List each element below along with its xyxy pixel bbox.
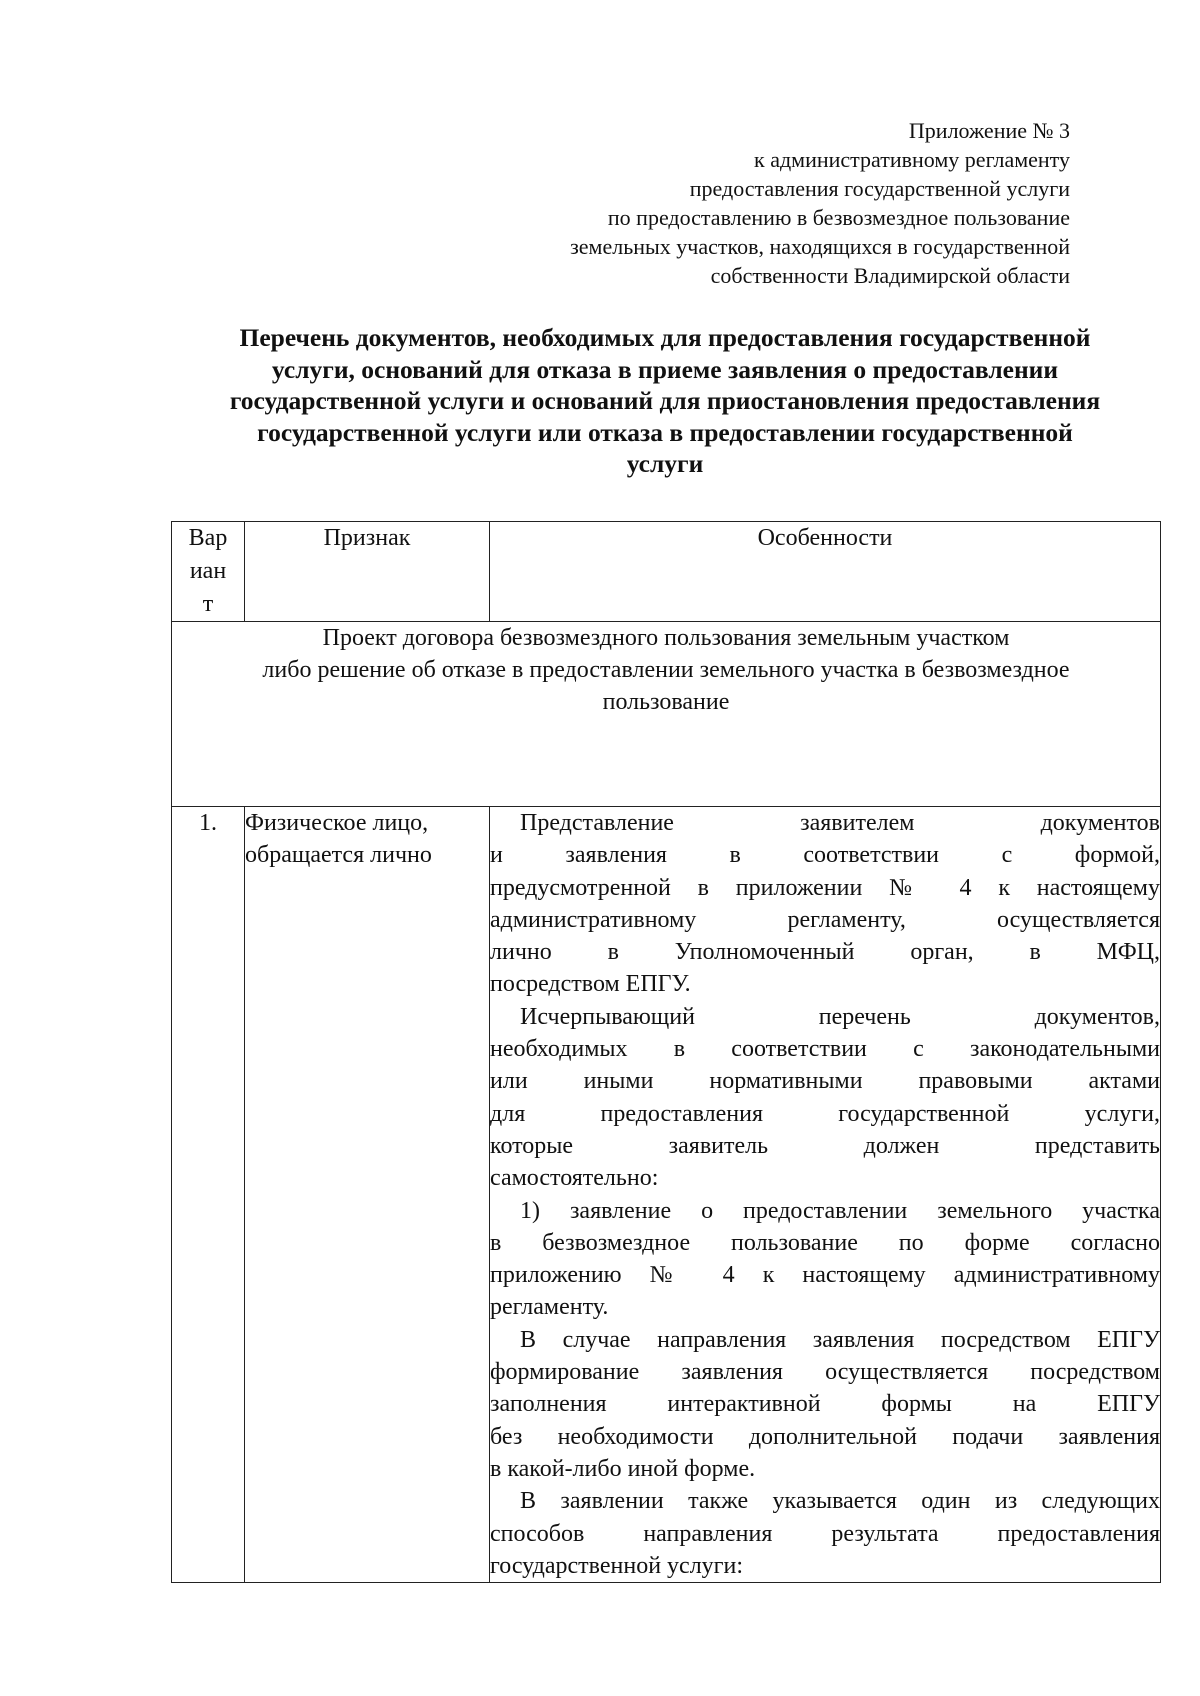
features-line: административному регламенту, осуществляется (490, 906, 1160, 933)
document-title (170, 322, 1160, 480)
appendix-line: предоставления государственной услуги (689, 176, 1070, 201)
features-paragraph (490, 807, 1160, 1001)
documents-table (171, 521, 1161, 1583)
title-line: государственной услуги и оснований для приостановления предоставления (229, 386, 1101, 415)
features-line: лично в Уполномоченный орган, в МФЦ, (490, 939, 1160, 966)
header-variant-line: иан (189, 558, 227, 584)
title-line: Перечень документов, необходимых для предоставления государственной (239, 323, 1091, 352)
header-variant-line: т (202, 591, 214, 617)
header-features: Особенности (490, 522, 1161, 622)
table-row (172, 807, 1161, 1583)
features-line: в безвозмездное пользование по форме согласно (490, 1229, 1160, 1256)
features-line: посредством ЕПГУ. (490, 971, 691, 998)
appendix-line: собственности Владимирской области (710, 263, 1070, 288)
sign-line: Физическое лицо, (245, 810, 429, 836)
features-line: В заявлении также указывается один из следующих (520, 1488, 1160, 1515)
features-line: заполнения интерактивной формы на ЕПГУ (490, 1391, 1160, 1418)
features-line: формирование заявления осуществляется посредством (490, 1359, 1160, 1386)
section-line: либо решение об отказе в предоставлении земельного участка в безвозмездное (262, 657, 1070, 683)
features-line: без необходимости дополнительной подачи заявления (490, 1423, 1160, 1450)
title-line: услуги, оснований для отказа в приеме заявления о предоставлении (271, 354, 1059, 384)
appendix-header (570, 116, 1070, 290)
table-header-row (172, 522, 1161, 622)
features-line: и заявления в соответствии с формой, (490, 842, 1160, 869)
features-line: способов направления результата предоставления (490, 1520, 1160, 1547)
features-line: Представление заявителем документов (520, 810, 1160, 836)
appendix-line: земельных участков, находящихся в государственной (570, 234, 1070, 259)
section-line: Проект договора безвозмездного пользования земельным участком (322, 625, 1010, 651)
header-variant (172, 522, 245, 622)
sign-line: обращается лично (245, 842, 432, 868)
features-line: предусмотренной в приложении № 4 к настоящему (490, 874, 1160, 901)
features-line: 1) заявление о предоставлении земельного участка (520, 1197, 1160, 1224)
appendix-line: к административному регламенту (754, 147, 1070, 172)
features-line: или иными нормативными правовыми актами (490, 1068, 1160, 1095)
features-line: в какой-либо иной форме. (490, 1455, 756, 1482)
title-line: услуги (626, 449, 704, 478)
row-features (490, 807, 1161, 1583)
features-paragraph (490, 1324, 1160, 1485)
section-line: пользование (602, 689, 730, 715)
header-sign: Признак (245, 522, 490, 622)
section-heading (172, 622, 1160, 718)
appendix-line: Приложение № 3 (908, 118, 1070, 143)
header-variant-line: Вар (188, 525, 228, 551)
features-paragraph (490, 1485, 1160, 1582)
features-line: В случае направления заявления посредством ЕПГУ (520, 1326, 1160, 1353)
features-line: необходимых в соответствии с законодательными (490, 1036, 1160, 1063)
row-sign (245, 807, 490, 1583)
features-line: регламенту. (490, 1294, 609, 1321)
row-number: 1. (172, 807, 245, 1583)
features-paragraph (490, 1001, 1160, 1195)
features-paragraph (490, 1195, 1160, 1324)
section-cell (172, 622, 1161, 807)
features-line: приложению № 4 к настоящему административному (490, 1262, 1160, 1289)
features-line: для предоставления государственной услуги, (490, 1100, 1160, 1127)
appendix-line: по предоставлению в безвозмездное пользование (607, 205, 1070, 230)
features-line: самостоятельно: (490, 1165, 659, 1192)
features-line: государственной услуги: (490, 1552, 744, 1579)
title-line: государственной услуги или отказа в предоставлении государственной (257, 417, 1073, 447)
features-line: Исчерпывающий перечень документов, (520, 1003, 1160, 1030)
section-row (172, 622, 1161, 807)
features-line: которые заявитель должен представить (490, 1132, 1160, 1159)
